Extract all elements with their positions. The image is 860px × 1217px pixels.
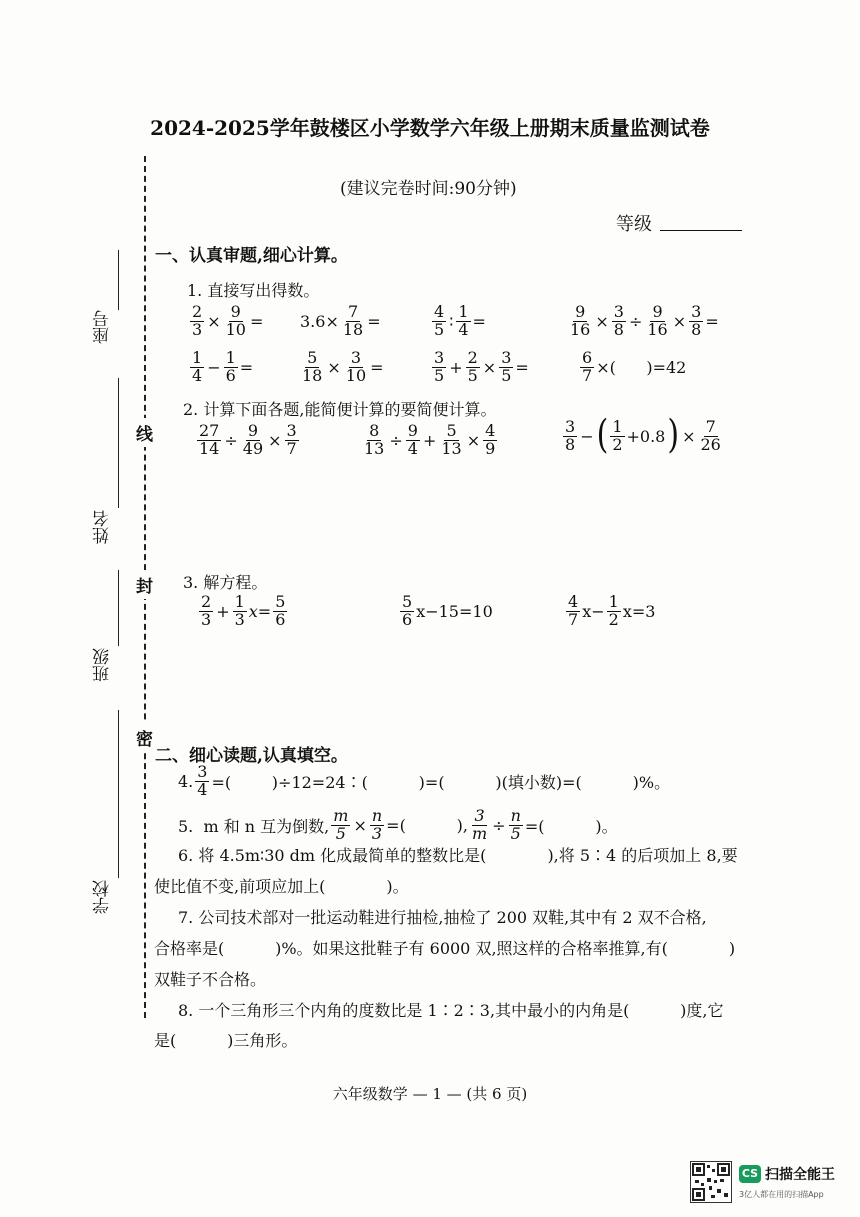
seal-char-mi: 密 — [136, 723, 153, 752]
camscanner-name: 扫描全能王 — [765, 1167, 835, 1183]
section1-title: 一、认真审题,细心计算。 — [155, 246, 348, 266]
q6-line2: 使比值不变,前项应加上( )。 — [154, 877, 409, 896]
name-label: 姓名 — [93, 510, 113, 544]
q7-line1: 7. 公司技术部对一批运动鞋进行抽检,抽检了 200 双鞋,其中有 2 双不合格, — [178, 908, 707, 927]
grade-label: 等级 — [616, 214, 652, 235]
seat-label: 座号 — [93, 310, 113, 344]
grade-blank[interactable] — [660, 230, 742, 231]
q8-line1: 8. 一个三角形三个内角的度数比是 1∶2∶3,其中最小的内角是( )度,它 — [178, 1001, 724, 1020]
school-label: 学校 — [93, 880, 113, 914]
class-blank[interactable] — [118, 570, 119, 646]
q4: 4. $\frac{3}{4}$ =( )÷12=24∶( )=( )(填小数)=( )%。 — [178, 762, 671, 799]
exam-subtitle: (建议完卷时间:90分钟) — [340, 179, 517, 199]
section2-title: 二、细心读题,认真填空。 — [155, 746, 348, 766]
q5: 5. m 和 n 互为倒数, $\frac{m}{5}$ × $\frac{n}{3}$ =( ), $\frac{3}{m}$ ÷ $\frac{n}{5}$ =( )。 — [178, 806, 618, 843]
school-blank[interactable] — [118, 710, 119, 878]
camscanner-tagline: 3亿人都在用的扫描App — [739, 1190, 824, 1199]
seal-char-line: 线 — [136, 418, 153, 447]
q2-title: 2. 计算下面各题,能简便计算的要简便计算。 — [183, 400, 497, 419]
q1-title: 1. 直接写出得数。 — [187, 281, 320, 300]
q6-line1: 6. 将 4.5m∶30 dm 化成最简单的整数比是( ),将 5∶4 的后项加上 8,要 — [178, 846, 738, 865]
camscanner-logo: CS — [739, 1165, 761, 1183]
seal-char-feng: 封 — [136, 570, 153, 599]
q1-item-a: $\frac{2}{3}$ × $\frac{9}{10}$ = — [192, 302, 264, 339]
qr-code-icon — [690, 1161, 732, 1203]
q7-line2: 合格率是( )%。如果这批鞋子有 6000 双,照这样的合格率推算,有( ) — [154, 939, 736, 958]
page-footer: 六年级数学 — 1 — (共 6 页) — [332, 1085, 528, 1103]
q1-item-f: $\frac{5}{18}$ × $\frac{3}{10}$ = — [302, 348, 384, 385]
q1-item-d: $\frac{9}{16}$ × $\frac{3}{8}$ ÷ $\frac{9}{16}$ × $\frac{3}{8}$ = — [570, 302, 719, 339]
q2-item-c: 3 8 − ( 1 2 +0.8 ) × $\frac{7}{26}$ — [565, 412, 721, 459]
q7-line3: 双鞋子不合格。 — [154, 970, 267, 989]
q1-item-b: 3.6× $\frac{7}{18}$ = — [300, 302, 381, 339]
q3-item-a: 2 3 + $\frac{1}{3}$ x= $\frac{5}{6}$ — [201, 592, 286, 629]
q1-item-c: 4 5 ∶ $\frac{1}{4}$ = — [434, 302, 486, 339]
q1-item-g: 3 5 + $\frac{2}{5}$ × $\frac{3}{5}$ = — [434, 348, 529, 385]
q2-item-a: $\frac{27}{14}$ ÷ $\frac{9}{49}$ × $\frac{3}{7}$ — [199, 421, 297, 458]
name-blank[interactable] — [118, 378, 119, 508]
q1-item-h: $\frac{6}{7}$ ×( )=42 — [582, 348, 687, 385]
q3-item-b: 5 6 x−15=10 — [402, 592, 493, 629]
exam-title: 2024-2025学年鼓楼区小学数学六年级上册期末质量监测试卷 — [150, 116, 710, 140]
q2-item-b: $\frac{8}{13}$ ÷ $\frac{9}{4}$ + $\frac{5}{13}$ × $\frac{4}{9}$ — [364, 421, 496, 458]
q1-item-e: 1 4 − $\frac{1}{6}$ = — [192, 348, 254, 385]
q3-item-c: 4 7 x− $\frac{1}{2}$ x=3 — [568, 592, 656, 629]
q8-line2: 是( )三角形。 — [154, 1031, 298, 1050]
class-label: 班级 — [93, 648, 113, 682]
seat-blank[interactable] — [118, 250, 119, 310]
q3-title: 3. 解方程。 — [183, 573, 268, 592]
